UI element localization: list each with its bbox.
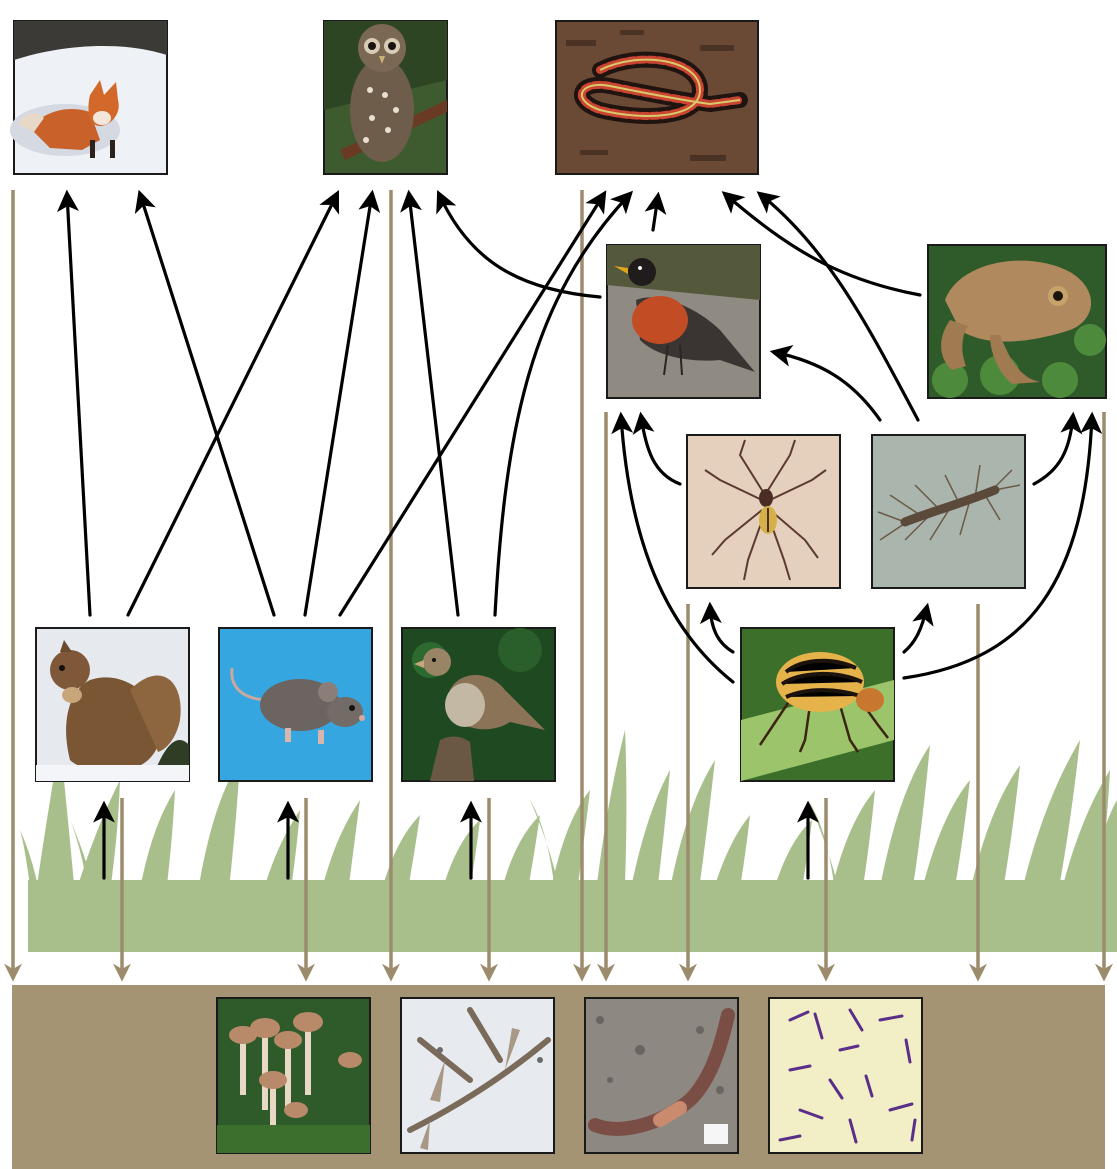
arrow-beetle-to-centipede bbox=[904, 607, 927, 652]
potato-beetle-photo bbox=[741, 628, 894, 781]
american-robin-photo bbox=[607, 245, 760, 398]
arrow-spider-to-robin bbox=[641, 416, 680, 484]
arrow-sparrow-to-owl bbox=[409, 194, 458, 615]
arrow-centipede-to-robin bbox=[774, 352, 880, 420]
arrow-mouse-to-snake bbox=[340, 194, 604, 615]
toad-photo bbox=[928, 245, 1106, 398]
mushrooms-photo bbox=[217, 998, 370, 1153]
house-centipede-photo bbox=[872, 435, 1025, 588]
spotted-owl-photo bbox=[324, 21, 447, 174]
earthworm-photo bbox=[585, 998, 738, 1153]
mouse-photo bbox=[219, 628, 372, 781]
arrow-centipede-to-toad bbox=[1034, 416, 1073, 484]
rod-bacteria-micrograph bbox=[769, 998, 922, 1153]
red-fox-photo bbox=[10, 21, 167, 174]
arrow-robin-to-owl bbox=[439, 194, 600, 297]
sparrow-photo bbox=[402, 628, 555, 781]
arrow-squirrel-to-fox bbox=[67, 194, 90, 615]
arrow-centipede-to-snake bbox=[760, 194, 918, 420]
fungal-hyphae-micrograph bbox=[401, 998, 554, 1153]
garter-snake-photo bbox=[556, 21, 758, 174]
soil-band bbox=[12, 985, 1105, 1169]
arrow-mouse-to-owl bbox=[305, 194, 372, 615]
orb-weaver-spider-photo bbox=[687, 435, 840, 588]
arrow-robin-to-snake bbox=[653, 196, 658, 230]
squirrel-photo bbox=[36, 628, 189, 781]
arrow-beetle-to-spider bbox=[710, 606, 733, 652]
